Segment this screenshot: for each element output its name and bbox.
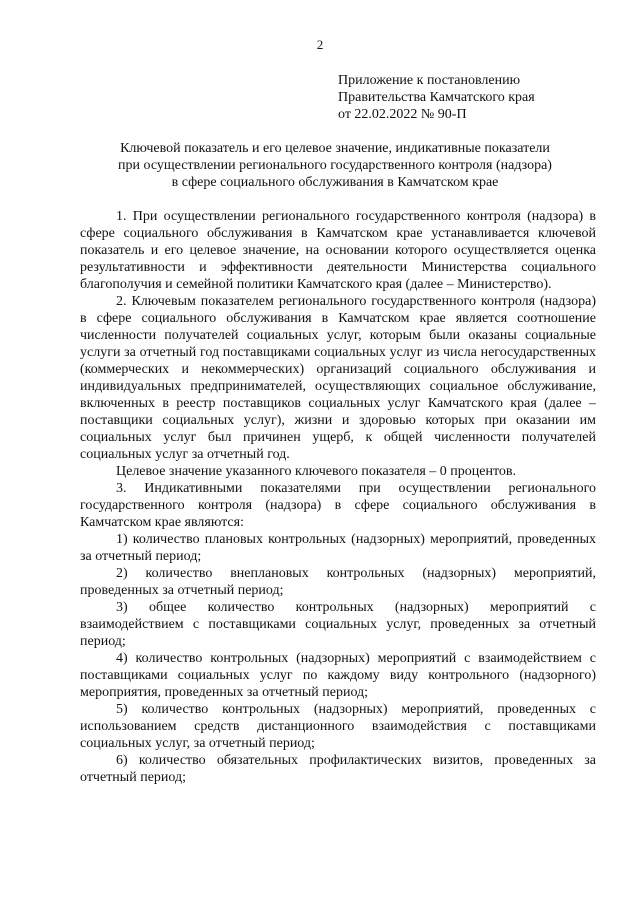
appendix-line: Правительства Камчатского края bbox=[338, 90, 535, 105]
appendix-line: от 22.02.2022 № 90-П bbox=[338, 107, 467, 122]
paragraph: Целевое значение указанного ключевого показателя – 0 процентов. bbox=[116, 464, 517, 479]
paragraph: 6) количество обязательных профилактических визитов, проведенных за отчетный период; bbox=[80, 753, 596, 785]
document-body bbox=[80, 208, 596, 786]
appendix-line: Приложение к постановлению bbox=[338, 73, 521, 88]
title-line: в сфере социального обслуживания в Камчатском крае bbox=[171, 175, 499, 190]
paragraph: 3. Индикативными показателями при осуществлении регионального государственного контроля (надзора) в сфере социального обслуживания в Камчатском крае являются: bbox=[80, 481, 596, 530]
document-title bbox=[60, 140, 610, 191]
paragraph: 2. Ключевым показателем регионального государственного контроля (надзора) в сфере социального обслуживания в Камчатском крае является соотношение численности получателей социальных услуг, которым были оказаны социальные услуги за отчетный год поставщиками социальных услуг из числа негосударственных (коммерческих и некоммерческих) организаций социального обслуживания и индивидуальных предпринимателей, осуществляющих социальное обслуживание, включенных в реестр поставщиков социальных услуг Камчатского края (далее – поставщики социальных услуг), жизни и здоровью которых при оказании им социальных услуг был причинен ущерб, к общей численности получателей социальных услуг за отчетный год. bbox=[80, 294, 596, 462]
title-line: Ключевой показатель и его целевое значение, индикативные показатели bbox=[120, 141, 550, 156]
paragraph: 1. При осуществлении регионального государственного контроля (надзора) в сфере социального обслуживания в Камчатском крае устанавливается ключевой показатель и его целевое значение, на основании которого осуществляется оценка результативности и эффективности деятельности Министерства социального благополучия и семейной политики Камчатского края (далее – Министерство). bbox=[80, 209, 596, 292]
appendix-header bbox=[338, 72, 628, 123]
paragraph: 1) количество плановых контрольных (надзорных) мероприятий, проведенных за отчетный период; bbox=[80, 532, 596, 564]
paragraph: 3) общее количество контрольных (надзорных) мероприятий с взаимодействием с поставщиками социальных услуг, проведенных за отчетный период; bbox=[80, 600, 596, 649]
paragraph: 4) количество контрольных (надзорных) мероприятий с взаимодействием с поставщиками социальных услуг по каждому виду контрольного (надзорного) мероприятия, проведенных за отчетный период; bbox=[80, 651, 596, 700]
paragraph: 5) количество контрольных (надзорных) мероприятий, проведенных с использованием средств дистанционного взаимодействия с поставщиками социальных услуг, за отчетный период; bbox=[80, 702, 596, 751]
title-line: при осуществлении регионального государственного контроля (надзора) bbox=[118, 158, 552, 173]
paragraph: 2) количество внеплановых контрольных (надзорных) мероприятий, проведенных за отчетный период; bbox=[80, 566, 596, 598]
page-number: 2 bbox=[316, 37, 324, 52]
